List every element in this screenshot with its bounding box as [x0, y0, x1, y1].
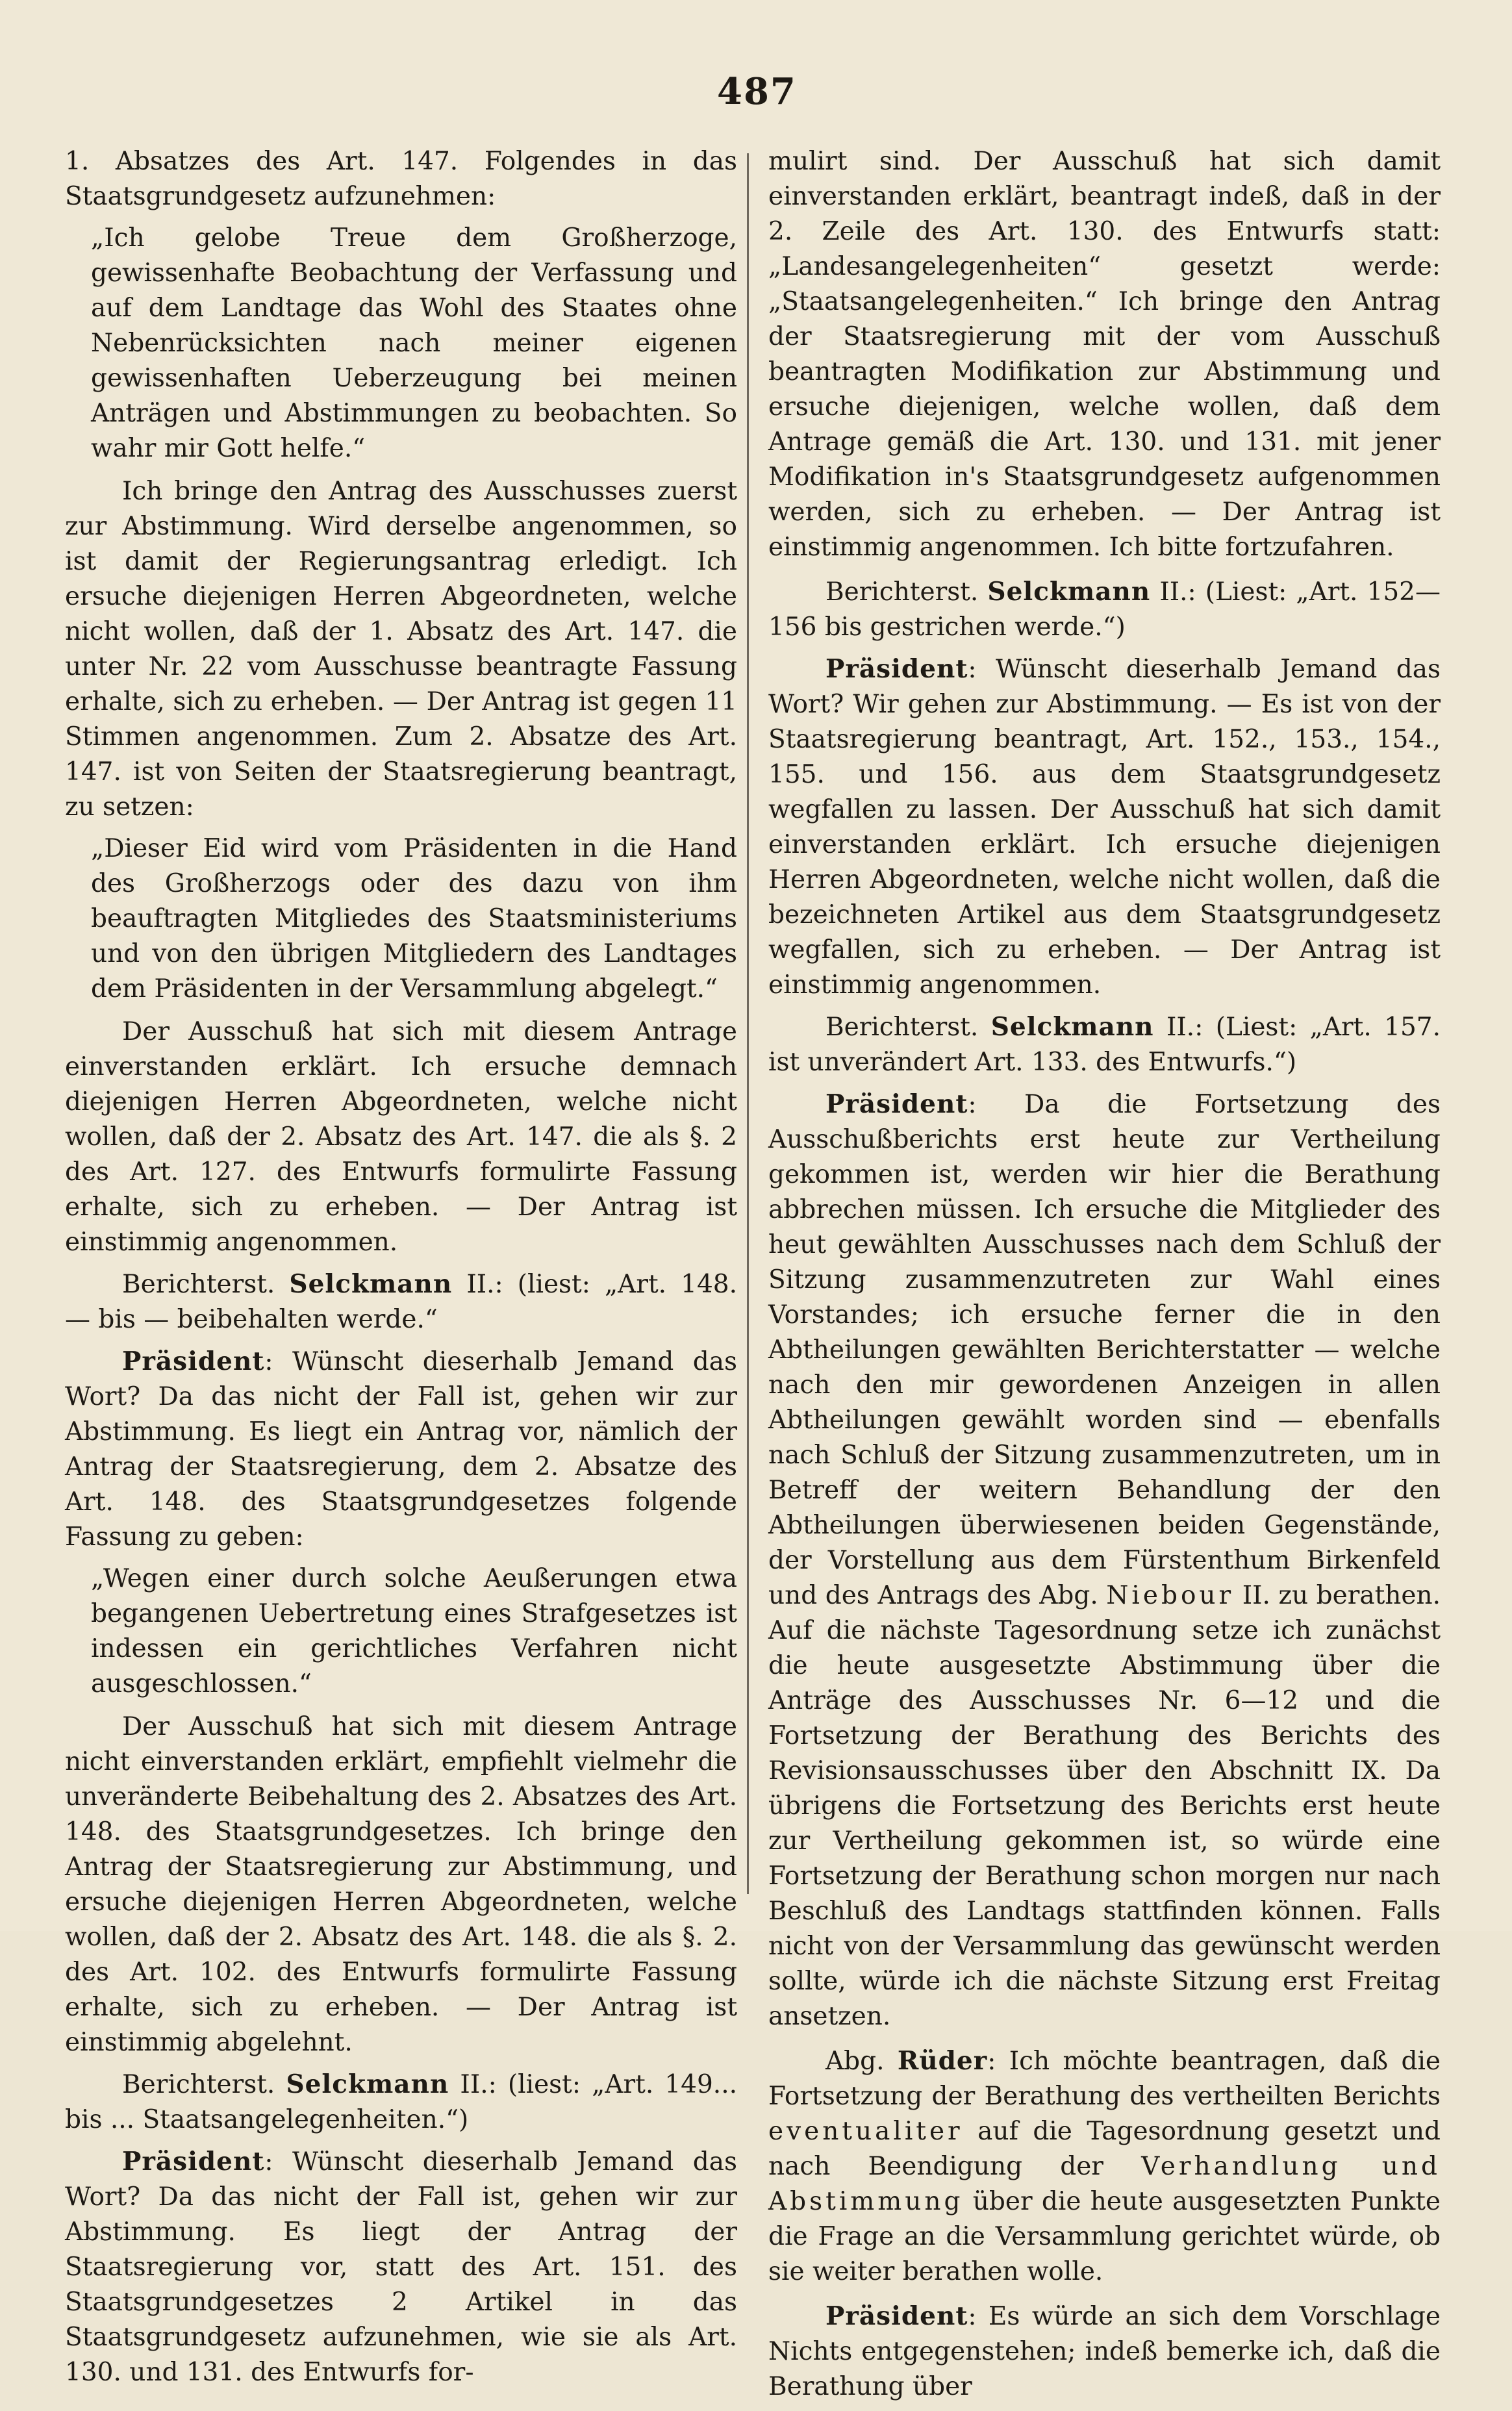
paragraph: Der Ausschuß hat sich mit diesem Antrage einverstanden erklärt. Ich ersuche demnach diejenigen Herren Abgeordneten, welche nicht wollen, daß der 2. Absatz des Art. 147. die als §. 2 des Art. 127. des Entwurfs formulirte Fassung erhalte, sich zu erheben. — Der Antrag ist einstimmig angenommen. [65, 1017, 737, 1257]
reporter-paragraph [768, 1009, 1441, 1080]
speech-text: II. zu berathen. Auf die nächste Tagesordnung setze ich zunächst die heute ausgesetzte Abstimmung über die Anträge des Ausschusses Nr. 6—12 und die Fortsetzung der Berathung des Berichts des Revisionsausschusses über den Abschnitt IX. Da übrigens die Fortsetzung des Berichts erst heute zur Vertheilung gekommen ist, so würde eine Fortsetzung der Berathung schon morgen nur nach Beschluß des Landtags stattfinden können. Falls nicht von der Versammlung das gewünscht werden sollte, würde ich die nächste Sitzung erst Freitag ansetzen. [768, 1581, 1441, 2031]
speaker-name: Präsident [825, 1089, 968, 1119]
paragraph: Der Ausschuß hat sich mit diesem Antrage nicht einverstanden erklärt, empfiehlt vielmehr die unveränderte Beibehaltung des 2. Absatzes des Art. 148. des Staatsgrundgesetzes. Ich bringe den Antrag der Staatsregierung zur Abstimmung, und ersuche diejenigen Herren Abgeordneten, welche wollen, daß der 2. Absatz des Art. 148. die als §. 2. des Art. 102. des Entwurfs formulirte Fassung erhalte, sich zu erheben. — Der Antrag ist einstimmig abgelehnt. [65, 1712, 737, 2057]
speaker-name: Präsident [122, 2147, 265, 2177]
speech-text: : Wünscht dieserhalb Jemand das Wort? Da das nicht der Fall ist, gehen wir zur Abstimmung. Es liegt der Antrag der Staatsregierung vor, statt des Art. 151. des Staatsgrundgesetzes 2 Artikel in das Staatsgrundgesetz aufzunehmen, wie sie als Art. 130. und 131. des Entwurfs for- [65, 2147, 737, 2387]
deputy-paragraph [768, 2043, 1441, 2290]
president-paragraph [768, 2299, 1441, 2405]
paragraph: mulirt sind. Der Ausschuß hat sich damit einverstanden erklärt, beantragt indeß, daß in der 2. Zeile des Art. 130. des Entwurfs statt: „Landesangelegenheiten“ gesetzt werde: „Staatsangelegenheiten.“ Ich bringe den Antrag der Staatsregierung mit der vom Ausschuß beantragten Modifikation zur Abstimmung und ersuche diejenigen, welche wollen, daß dem Antrage gemäß die Art. 130. und 131. mit jener Modifikation in's Staatsgrundgesetz aufgenommen werden, sich zu erheben. — Der Antrag ist einstimmig angenommen. Ich bitte fortzufahren. [768, 147, 1441, 562]
government-proposal-quote: „Wegen einer durch solche Aeußerungen etwa begangenen Uebertretung eines Strafgesetzes ist indessen ein gerichtliches Verfahren nicht ausgeschlossen.“ [91, 1564, 737, 1698]
reporter-paragraph [768, 574, 1441, 645]
president-paragraph [768, 651, 1441, 1003]
speaker-name: Selckmann [990, 1012, 1154, 1042]
column-divider [747, 153, 749, 1894]
speech-text: II.: (liest: „Art. 148. — bis — beibehalten werde.“ [65, 1270, 737, 1334]
speaker-name: Präsident [825, 654, 968, 684]
speech-text: : Es würde an sich dem Vorschlage Nichts entgegenstehen; indeß bemerke ich, daß die Berathung über [768, 2302, 1441, 2401]
emphasized-term: eventualiter [768, 2117, 963, 2146]
speaker-name: Präsident [122, 1346, 265, 1376]
speech-text: II.: (Liest: „Art. 157. ist unverändert Art. 133. des Entwurfs.“) [768, 1013, 1441, 1077]
speech-text: über die heute ausgesetzten Punkte die Frage an die Versammlung gerichtet würde, ob sie weiter berathen wolle. [768, 2187, 1441, 2286]
speaker-title: Berichterst. [122, 1270, 275, 1299]
speaker-name: Präsident [825, 2301, 968, 2331]
left-column [65, 144, 737, 2397]
oath-quote: „Ich gelobe Treue dem Großherzoge, gewissenhafte Beobachtung der Verfassung und auf dem Landtage das Wohl des Staates ohne Nebenrücksichten nach meiner eigenen gewissenhaften Ueberzeugung bei meinen Anträgen und Abstimmungen zu beobachten. So wahr mir Gott helfe.“ [91, 223, 737, 463]
speech-text: II.: (Liest: „Art. 152—156 bis gestrichen werde.“) [768, 577, 1441, 642]
reporter-paragraph [65, 1267, 737, 1337]
right-column [768, 144, 1441, 2411]
speaker-title: Berichterst. [122, 2070, 275, 2099]
speech-text: auf die Tagesordnung gesetzt und nach Beendigung der [768, 2117, 1441, 2181]
speaker-name: Selckmann [987, 577, 1151, 607]
speaker-name: Selckmann [289, 1269, 453, 1299]
deputy-name: Niebour [1106, 1581, 1235, 1610]
page-number: 487 [717, 70, 797, 113]
speaker-name: Selckmann [286, 2069, 449, 2099]
speech-text: : Da die Fortsetzung des Ausschußberichts erst heute zur Vertheilung gekommen ist, werden wir hier die Berathung abbrechen müssen. Ich ersuche die Mitglieder des heut gewählten Ausschusses nach dem Schluß der Sitzung zusammenzutreten zur Wahl eines Vorstandes; ich ersuche ferner die in den Abtheilungen gewählten Berichterstatter — welche nach den mir gewordenen Anzeigen in allen Abtheilungen gewählt worden sind — ebenfalls nach Schluß der Sitzung zusammenzutreten, um in Betreff der weitern Behandlung der den Abtheilungen überwiesenen beiden Gegenstände, der Vorstellung aus dem Fürstenthum Birkenfeld und des Antrags des Abg. [768, 1090, 1441, 1610]
speaker-title: Abg. [825, 2047, 885, 2076]
speaker-name: Rüder [897, 2046, 988, 2076]
president-paragraph [65, 2144, 737, 2390]
speaker-title: Berichterst. [825, 577, 979, 607]
speech-text: : Wünscht dieserhalb Jemand das Wort? Da das nicht der Fall ist, gehen wir zur Abstimmung. Es liegt ein Antrag vor, nämlich der Antrag der Staatsregierung, dem 2. Absatze des Art. 148. des Staatsgrundgesetzes folgende Fassung zu geben: [65, 1347, 737, 1552]
speaker-title: Berichterst. [825, 1013, 979, 1042]
paragraph: 1. Absatzes des Art. 147. Folgendes in das Staatsgrundgesetz aufzunehmen: [65, 147, 737, 211]
president-paragraph [65, 1344, 737, 1555]
reporter-paragraph [65, 2067, 737, 2138]
president-paragraph [768, 1087, 1441, 2034]
paragraph: Ich bringe den Antrag des Ausschusses zuerst zur Abstimmung. Wird derselbe angenommen, so ist damit der Regierungsantrag erledigt. Ich ersuche diejenigen Herren Abgeordneten, welche nicht wollen, daß der 1. Absatz des Art. 147. die unter Nr. 22 vom Ausschusse beantragte Fassung erhalte, sich zu erheben. — Der Antrag ist gegen 11 Stimmen angenommen. Zum 2. Absatze des Art. 147. ist von Seiten der Staatsregierung beantragt, zu setzen: [65, 477, 737, 822]
speech-text: : Ich möchte beantragen, daß die Fortsetzung der Berathung des vertheilten Berichts [768, 2047, 1441, 2111]
emphasized-term: Verhandlung und Abstimmung [768, 2152, 1441, 2216]
government-proposal-quote: „Dieser Eid wird vom Präsidenten in die Hand des Großherzogs oder des dazu von ihm beauftragten Mitgliedes des Staatsministeriums und von den übrigen Mitgliedern des Landtages dem Präsidenten in der Versammlung abgelegt.“ [91, 834, 737, 1004]
speech-text: II.: (liest: „Art. 149... bis ... Staatsangelegenheiten.“) [65, 2070, 737, 2134]
speech-text: : Wünscht dieserhalb Jemand das Wort? Wir gehen zur Abstimmung. — Es ist von der Staatsregierung beantragt, Art. 152., 153., 154., 155. und 156. aus dem Staatsgrundgesetz wegfallen zu lassen. Der Ausschuß hat sich damit einverstanden erklärt. Ich ersuche diejenigen Herren Abgeordneten, welche nicht wollen, daß die bezeichneten Artikel aus dem Staatsgrundgesetz wegfallen, sich zu erheben. — Der Antrag ist einstimmig angenommen. [768, 655, 1441, 1000]
